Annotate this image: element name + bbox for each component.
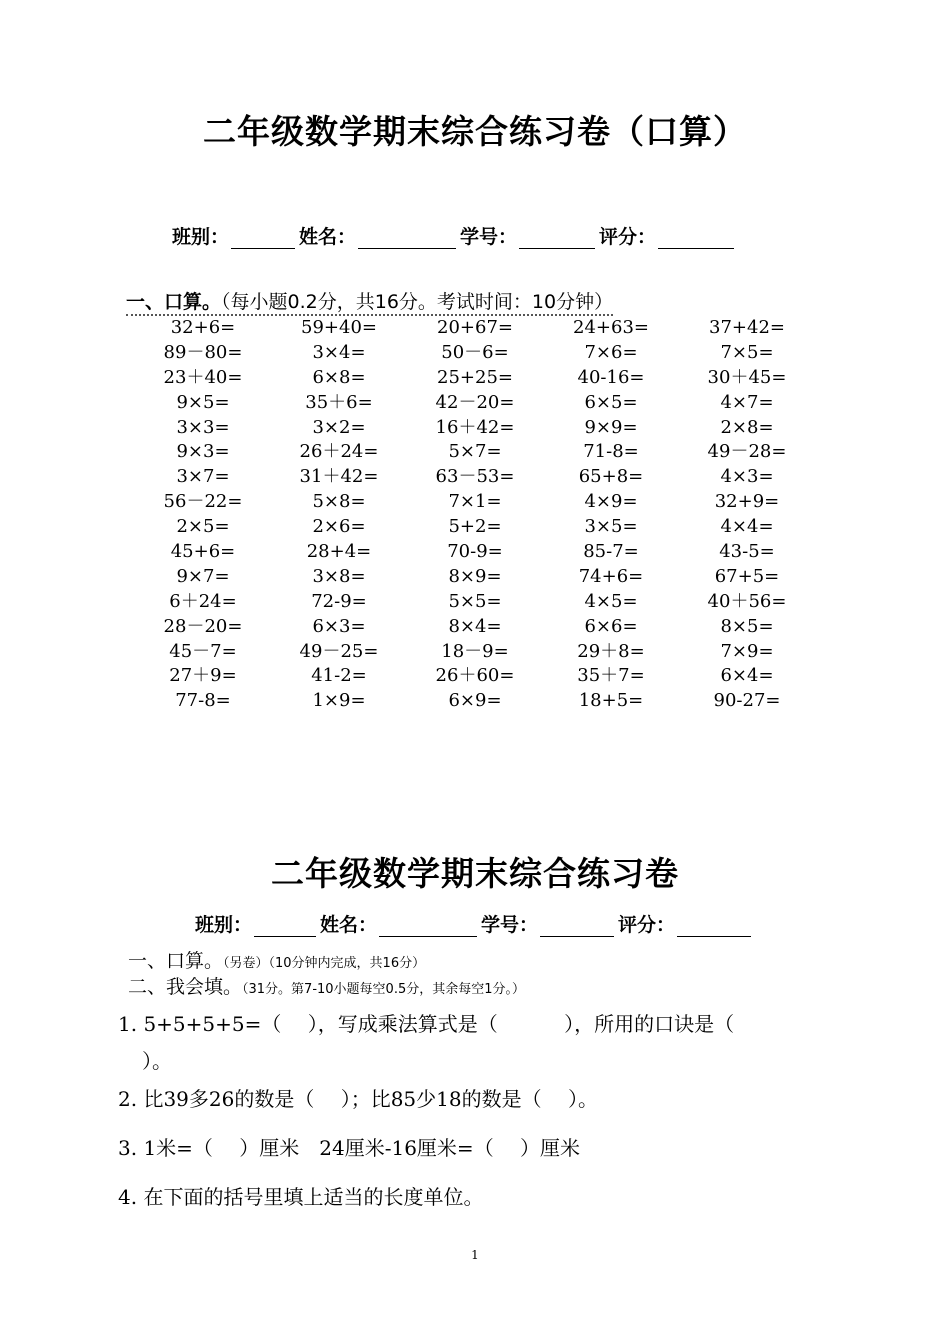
problem-cell: 5×8= bbox=[312, 491, 366, 513]
problem-cell: 32+6= bbox=[170, 317, 236, 338]
problem-cell: 67+5= bbox=[714, 565, 780, 587]
problem-cell: 27＋9= bbox=[169, 665, 237, 687]
problem-cell: 72-9= bbox=[311, 590, 367, 612]
problem-row bbox=[135, 341, 815, 366]
problem-row bbox=[135, 590, 815, 615]
problem-cell: 8×9= bbox=[448, 565, 502, 587]
problem-cell: 7×1= bbox=[448, 491, 502, 513]
section-1-note: （另卷）（10分钟内完成，共16分） bbox=[223, 956, 426, 971]
section-2-note: （31分。第7-10小题每空0.5分，其余每空1分。） bbox=[242, 982, 526, 997]
problem-row bbox=[135, 615, 815, 640]
problem-cell: 49－28= bbox=[707, 441, 787, 463]
problem-cell: 8×5= bbox=[720, 615, 774, 637]
section-2-line bbox=[128, 972, 525, 999]
problem-cell: 4×3= bbox=[720, 466, 774, 488]
section-2-head: 二、我会填。 bbox=[128, 976, 243, 998]
student-info-line bbox=[172, 222, 738, 249]
problem-cell: 1×9= bbox=[312, 690, 366, 712]
problem-cell: 16＋42= bbox=[435, 416, 515, 438]
problem-cell: 20+67= bbox=[437, 317, 513, 338]
student-number-label: 学号： bbox=[460, 226, 518, 248]
problem-row bbox=[135, 366, 815, 391]
question-1-line-1: 1. 5+5+5+5=（ ），写成乘法算式是（ ），所用的口诀是（ bbox=[118, 1012, 735, 1036]
problem-cell: 3×5= bbox=[584, 516, 638, 538]
problem-row bbox=[135, 565, 815, 590]
problem-cell: 6×4= bbox=[720, 665, 774, 687]
question-4: 4. 在下面的括号里填上适当的长度单位。 bbox=[118, 1185, 484, 1209]
problem-cell: 71-8= bbox=[583, 441, 639, 463]
worksheet-title-2: 二年级数学期末综合练习卷 bbox=[271, 854, 679, 893]
score-label: 评分： bbox=[618, 914, 676, 936]
problem-cell: 40-16= bbox=[577, 366, 645, 388]
problem-cell: 7×5= bbox=[720, 341, 774, 363]
name-label: 姓名： bbox=[299, 226, 357, 248]
section-mental-math-heading bbox=[126, 290, 613, 316]
problem-cell: 6×6= bbox=[584, 615, 638, 637]
problem-cell: 37+42= bbox=[709, 317, 785, 338]
problem-cell: 35＋7= bbox=[577, 665, 645, 687]
problem-cell: 18+5= bbox=[578, 690, 644, 712]
question-3: 3. 1米=（ ）厘米 24厘米-16厘米=（ ）厘米 bbox=[118, 1136, 581, 1160]
problem-row bbox=[135, 540, 815, 565]
problem-row bbox=[135, 440, 815, 465]
problem-cell: 35＋6= bbox=[305, 391, 373, 413]
problem-cell: 56－22= bbox=[163, 491, 243, 513]
problem-cell: 23＋40= bbox=[163, 366, 243, 388]
class-blank[interactable] bbox=[254, 918, 316, 937]
problem-cell: 49－25= bbox=[299, 640, 379, 662]
student-number-label: 学号： bbox=[481, 914, 539, 936]
problem-cell: 3×7= bbox=[176, 466, 230, 488]
class-label: 班别： bbox=[195, 914, 253, 936]
problem-cell: 50－6= bbox=[441, 341, 509, 363]
problem-cell: 26＋24= bbox=[299, 441, 379, 463]
problem-cell: 85-7= bbox=[583, 541, 639, 563]
score-blank[interactable] bbox=[677, 918, 751, 937]
problem-cell: 3×3= bbox=[176, 416, 230, 438]
problem-cell: 18－9= bbox=[441, 640, 509, 662]
problem-cell: 45－7= bbox=[169, 640, 237, 662]
problem-cell: 4×7= bbox=[720, 391, 774, 413]
mental-math-problem-grid bbox=[135, 316, 815, 714]
problem-cell: 45+6= bbox=[170, 541, 236, 563]
problem-cell: 9×7= bbox=[176, 565, 230, 587]
problem-row bbox=[135, 640, 815, 665]
section-note: （每小题0.2分，共16分。考试时间：10分钟） bbox=[221, 291, 614, 313]
question-2: 2. 比39多26的数是（ ）；比85少18的数是（ ）。 bbox=[118, 1087, 598, 1111]
student-number-blank[interactable] bbox=[540, 918, 614, 937]
problem-cell: 5×7= bbox=[448, 441, 502, 463]
name-blank[interactable] bbox=[358, 230, 456, 249]
section-1-head: 一、口算。 bbox=[128, 950, 224, 972]
problem-cell: 90-27= bbox=[713, 690, 781, 712]
problem-row bbox=[135, 416, 815, 441]
problem-cell: 89－80= bbox=[163, 341, 243, 363]
problem-cell: 25+25= bbox=[437, 366, 513, 388]
problem-cell: 26＋60= bbox=[435, 665, 515, 687]
problem-cell: 3×2= bbox=[312, 416, 366, 438]
worksheet-title: 二年级数学期末综合练习卷（口算） bbox=[203, 112, 747, 151]
problem-row bbox=[135, 689, 815, 714]
page-number: 1 bbox=[471, 1248, 479, 1262]
problem-row bbox=[135, 316, 815, 341]
problem-cell: 74+6= bbox=[578, 565, 644, 587]
problem-cell: 5+2= bbox=[448, 516, 502, 538]
name-blank[interactable] bbox=[379, 918, 477, 937]
problem-cell: 8×4= bbox=[448, 615, 502, 637]
problem-cell: 6×9= bbox=[448, 690, 502, 712]
score-blank[interactable] bbox=[658, 230, 734, 249]
problem-cell: 9×3= bbox=[176, 441, 230, 463]
problem-cell: 9×9= bbox=[584, 416, 638, 438]
problem-cell: 4×9= bbox=[584, 491, 638, 513]
class-blank[interactable] bbox=[231, 230, 295, 249]
problem-row bbox=[135, 515, 815, 540]
problem-cell: 7×6= bbox=[584, 341, 638, 363]
problem-cell: 2×8= bbox=[720, 416, 774, 438]
problem-cell: 2×5= bbox=[176, 516, 230, 538]
problem-cell: 24+63= bbox=[573, 317, 649, 338]
problem-cell: 28+4= bbox=[306, 541, 372, 563]
problem-cell: 4×4= bbox=[720, 516, 774, 538]
problem-cell: 31＋42= bbox=[299, 466, 379, 488]
problem-row bbox=[135, 391, 815, 416]
problem-row bbox=[135, 490, 815, 515]
problem-cell: 3×4= bbox=[312, 341, 366, 363]
problem-cell: 2×6= bbox=[312, 516, 366, 538]
problem-cell: 30＋45= bbox=[707, 366, 787, 388]
section-head: 一、口算。 bbox=[126, 291, 222, 313]
problem-cell: 6×8= bbox=[312, 366, 366, 388]
problem-cell: 42－20= bbox=[435, 391, 515, 413]
problem-cell: 77-8= bbox=[175, 690, 231, 712]
class-label: 班别： bbox=[172, 226, 230, 248]
section-1-line bbox=[128, 946, 425, 973]
problem-row bbox=[135, 465, 815, 490]
problem-cell: 59+40= bbox=[301, 317, 377, 338]
problem-cell: 4×5= bbox=[584, 590, 638, 612]
problem-cell: 43-5= bbox=[719, 541, 775, 563]
question-1-line-2: ）。 bbox=[142, 1049, 172, 1073]
problem-cell: 3×8= bbox=[312, 565, 366, 587]
score-label: 评分： bbox=[599, 226, 657, 248]
problem-cell: 65+8= bbox=[578, 466, 644, 488]
problem-cell: 5×5= bbox=[448, 590, 502, 612]
problem-cell: 32+9= bbox=[714, 491, 780, 513]
problem-cell: 41-2= bbox=[311, 665, 367, 687]
problem-cell: 6×5= bbox=[584, 391, 638, 413]
problem-cell: 6＋24= bbox=[169, 590, 237, 612]
problem-cell: 6×3= bbox=[312, 615, 366, 637]
student-number-blank[interactable] bbox=[519, 230, 595, 249]
problem-cell: 28－20= bbox=[163, 615, 243, 637]
problem-cell: 70-9= bbox=[447, 541, 503, 563]
problem-cell: 40＋56= bbox=[707, 590, 787, 612]
problem-cell: 7×9= bbox=[720, 640, 774, 662]
problem-cell: 63－53= bbox=[435, 466, 515, 488]
student-info-line-2 bbox=[195, 910, 755, 937]
problem-cell: 9×5= bbox=[176, 391, 230, 413]
problem-row bbox=[135, 664, 815, 689]
name-label: 姓名： bbox=[320, 914, 378, 936]
problem-cell: 29＋8= bbox=[577, 640, 645, 662]
